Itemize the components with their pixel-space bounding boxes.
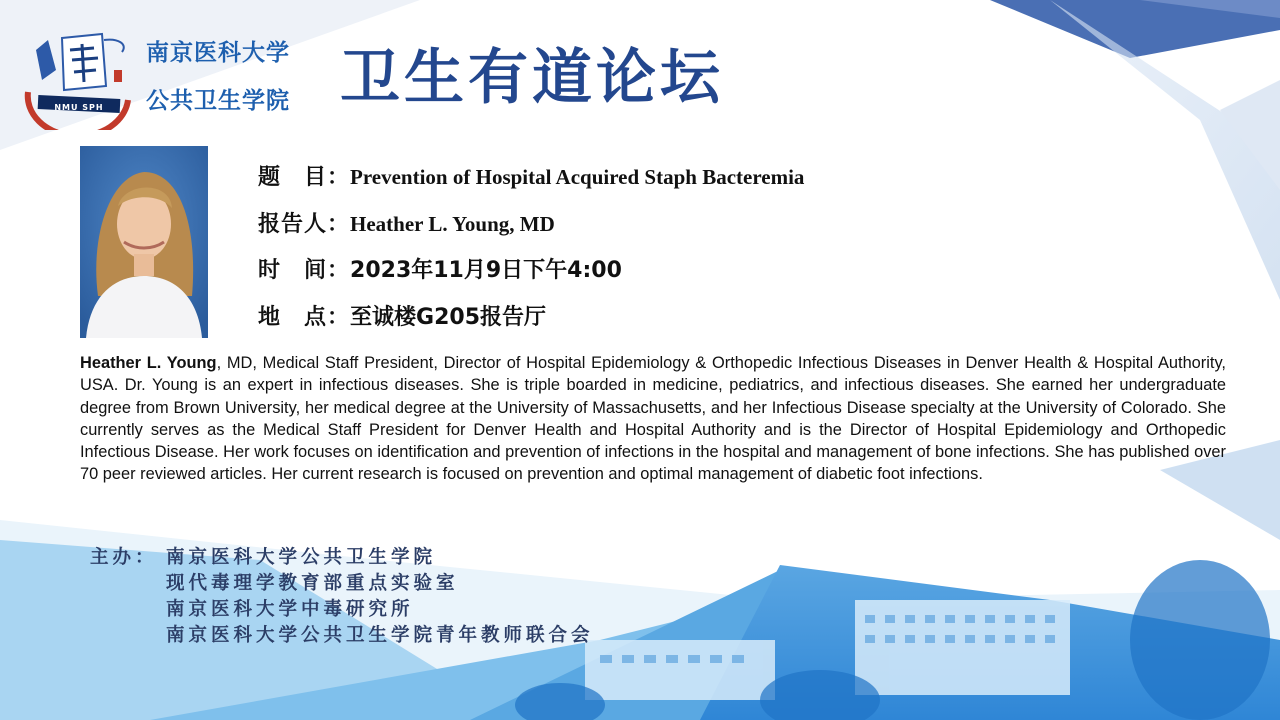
organizer-line: 南京医科大学公共卫生学院青年教师联合会	[166, 625, 594, 646]
speaker-bio	[80, 352, 1226, 486]
time-value: 2023年11月9日下午4:00	[350, 258, 622, 283]
speaker-row	[258, 207, 555, 238]
place-row	[258, 300, 546, 331]
school-name-line1: 南京医科大学	[146, 40, 290, 66]
place-label: 地 点：	[258, 305, 351, 330]
time-row	[258, 253, 622, 284]
bio-text: , MD, Medical Staff President, Director of Hospital Epidemiology & Orthopedic Infectious Diseases in Denver Health & Hospital Authority, USA. Dr. Young is an expert in infectious diseases. She is triple boarded in medicine, pediatrics, and infectious diseases. She earned her undergraduate degree from Brown University, her medical degree at the University of Massachusetts, and her Infectious Disease specialty at the University of Colorado. She currently serves as the Medical Staff President for Denver Health and Hospital Authority and is the Director of Hospital Epidemiology and Orthopedic Infectious Disease. Her work focuses on identification and prevention of infections in the hospital and management of bone infections. She has published over 70 peer reviewed articles. Her current research is focused on prevention and optimal management of diabetic foot infections.	[80, 354, 1226, 484]
organizer-line: 南京医科大学公共卫生学院	[166, 547, 437, 568]
school-logo	[22, 30, 134, 130]
time-label: 时 间：	[258, 258, 351, 283]
speaker-photo	[80, 146, 208, 338]
speaker-value: Heather L. Young, MD	[350, 212, 555, 236]
place-value: 至诚楼G205报告厅	[350, 305, 546, 330]
speaker-label: 报告人：	[258, 212, 351, 237]
svg-text:NMU SPH: NMU SPH	[54, 103, 104, 112]
organizer-label: 主办：	[90, 547, 158, 568]
forum-title: 卫生有道论坛	[340, 43, 724, 113]
school-name-line2: 公共卫生学院	[146, 88, 290, 114]
topic-label: 题 目：	[258, 165, 351, 190]
topic-row	[258, 160, 804, 191]
topic-value: Prevention of Hospital Acquired Staph Bacteremia	[350, 165, 805, 189]
organizer-line: 南京医科大学中毒研究所	[166, 599, 414, 620]
organizer-line: 现代毒理学教育部重点实验室	[166, 573, 459, 594]
bio-name: Heather L. Young	[80, 354, 217, 372]
